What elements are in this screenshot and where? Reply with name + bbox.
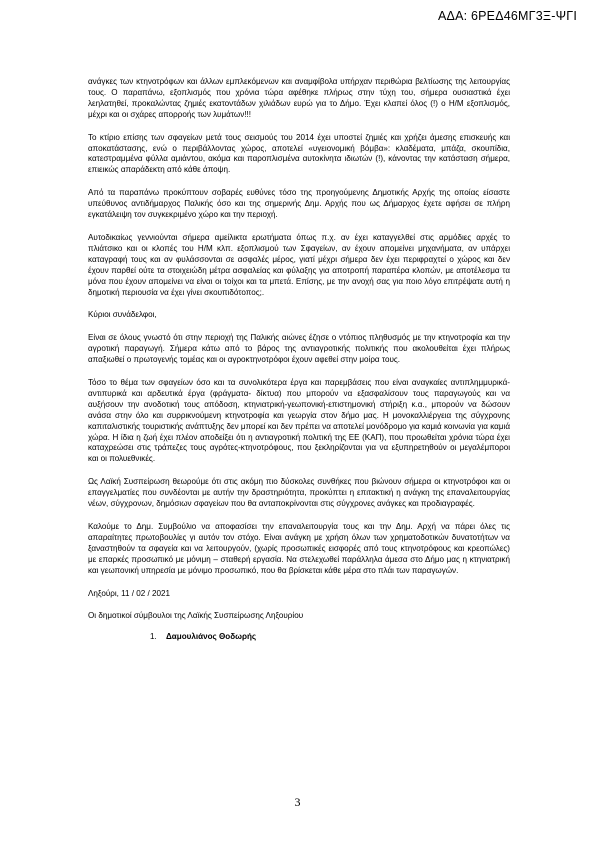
signatory-list (88, 632, 510, 643)
paragraph-position: Ως Λαϊκή Συσπείρωση θεωρούμε ότι στις ακόμη πιο δύσκολες συνθήκες που βιώνουν σήμερα οι κτηνοτρόφοι και οι επαγγελματίες που συνδέονται με αυτήν την δραστηριότητα, προκύπτει η επιτακτική η ανάγκη της επαναλειτουργίας νέων, σύγχρονων, δημόσιων σφαγείων που θα ανταποκρίνονται στις σύγχρονες ανάγκες και προδιαγραφές. (88, 477, 510, 509)
signatory-name: Δαμουλιάνος Θοδωρής (165, 632, 257, 642)
signatory-item (88, 632, 510, 643)
signatories-heading: Οι δημοτικοί σύμβουλοι της Λαϊκής Συσπείρωσης Ληξουρίου (88, 611, 304, 621)
paragraph-equipment-looted: ανάγκες των κτηνοτρόφων και άλλων εμπλεκόμενων και αναμφίβολα υπήρχαν περιθώρια βελτίωσης της λειτουργίας τους. Ο παραπάνω, εξοπλισμός που χρόνια τώρα αφέθηκε πλήρως στην τύχη του, σήμερα ουσιαστικά έχει λεηλατηθεί, προκαλώντας ζημιές εκατοντάδων χιλιάδων ευρώ για το Δήμο. Έχει κλαπεί όλος (!) ο Η/Μ εξοπλισμός, μέχρι και οι σχάρες απορροής των λυμάτων!!! (88, 77, 510, 119)
date-line: Ληξούρι, 11 / 02 / 2021 (88, 588, 171, 598)
paragraph-questions: Αυτοδικαίως γεννιούνται σήμερα αμείλικτα ερωτήματα όπως π.χ. αν έχει καταγγελθεί στις αρμόδιες αρχές το πλιάτσικο και οι κλοπές του Η/Μ κλπ. εξοπλισμού των Σφαγείων, αν έχουν απομείνει μηχανήματα, αν υπάρχει καταγραφή τους και αν φυλάσσονται σε ασφαλές μέρος, γιατί μέχρι σήμερα δεν έχει περιφραχτεί ο χώρος και δεν έχουν παρθεί ούτε τα στοιχειώδη μέτρα ασφαλείας και φύλαξης για αποτροπή παραπέρα κλοπών, με αποτέλεσμα τα μόνα που έχουν απομείνει να είναι οι τοίχοι και τα μπετά. Επίσης, με την ανοχή σας για ποιο λόγο επιτρέψατε αυτή η δημοτική περιουσία να έχει γίνει σκουπιδότοπος;. (88, 232, 510, 297)
paragraph-projects: Τόσο το θέμα των σφαγείων όσο και τα συνολικότερα έργα και παρεμβάσεις που είναι αναγκαίες αντιπλημμυρικά- αντιπυρικά και αρδευτικά έργα (φράγματα- δίκτυα) που μπορούν να εξασφαλίσουν τους παραγωγούς και να αυξήσουν την ανοδοτική τους απόδοση, κτηνιατρική-γεωπονική-επιστημονική στήριξη κ.α., μπορούν να δώσουν ανάσα στην όλο και συρρικνούμενη κτηνοτροφία και γεωργία στον δήμο μας. Η μονοκαλλιέργεια της σύγχρονης καπιταλιστικής τουριστικής ανάπτυξης δεν μπορεί και δεν πρέπει να αποτελεί μονόδρομο για καμιά κοινωνία για καμιά χώρα. Η ίδια η ζωή έχει πλέον αποδείξει ότι η αντιαγροτική πολιτική της ΕΕ (ΚΑΠ), που προωθείται χρόνια τώρα έχει καταχρεώσει στις τράπεζες τους αγρότες-κτηνοτρόφους, που ξεκληρίζονται για να εξυπηρετηθούν οι μεγαλέμποροι και οι πολυεθνικές. (88, 378, 510, 464)
paragraph-responsibilities: Από τα παραπάνω προκύπτουν σοβαρές ευθύνες τόσο της προηγούμενης Δημοτικής Αρχής της οποίας είσαστε υπεύθυνος αντιδήμαρχος Παλικής όσο και της σημερινής Δημ. Αρχής που ως Δήμαρχος έχετε αφήσει σε πλήρη εγκατάλειψη τον συγκεκριμένο χώρο και την περιοχή. (88, 188, 510, 220)
page-number: 3 (294, 795, 301, 809)
paragraph-call-to-council: Καλούμε το Δημ. Συμβούλιο να αποφασίσει την επαναλειτουργία τους και την Δημ. Αρχή να πάρει όλες τις απαραίτητες πρωτοβουλίες γι αυτόν τον στόχο. Είναι ανάγκη με χρήση όλων των χρηματοδοτικών δυνατοτήτων να ξαναστηθούν τα σφαγεία και να λειτουργούν, (χωρίς προσωπικές εισφορές από τους κτηνοτρόφους και κρεοπώλες) με επαρκές προσωπικό με μόνιμη – σταθερή εργασία. Να στελεχωθεί παράλληλα άμεσα στο Δήμο μας η κτηνιατρική και γεωπονική υπηρεσία με μόνιμο προσωπικό, που θα βρίσκεται κάθε μέρα στο πλάι των παραγωγών. (88, 522, 510, 575)
salutation: Κύριοι συνάδελφοι, (88, 310, 157, 320)
ada-code: ΑΔΑ: 6ΡΕΔ46ΜΓ3Ξ-ΨΓΙ (438, 9, 577, 23)
signatory-number: 1. (150, 632, 157, 642)
paragraph-building-damage: Το κτίριο επίσης των σφαγείων μετά τους σεισμούς του 2014 έχει υποστεί ζημιές και χρήζει άμεσης επισκευής και αποκατάστασης, ενώ ο περιβάλλοντας χώρος, αποτελεί «υγειονομική βόμβα»: κλαδέματα, μπάζα, σκουπίδια, κατεστραμμένα φύλλα αμιάντου, ακόμα και παροπλισμένα αυτοκίνητα ιδιωτών (!), κάνοντας την κατάσταση σήμερα, επιεικώς απαράδεκτη από κάθε άποψη. (88, 132, 510, 175)
paragraph-paliki-livestock: Είναι σε όλους γνωστό ότι στην περιοχή της Παλικής αιώνες έζησε ο ντόπιος πληθυσμός με την κτηνοτροφία και την αγροτική παραγωγή. Σήμερα κάτω από το βάρος της αντιαγροτικής πολιτικής που ακολουθείται έχει πλήρως απαξιωθεί ο πρωτογενής τομέας και οι αγροκτηνοτρόφοι έχουν αφεθεί στην μοίρα τους. (88, 333, 510, 365)
document-body (88, 77, 510, 643)
